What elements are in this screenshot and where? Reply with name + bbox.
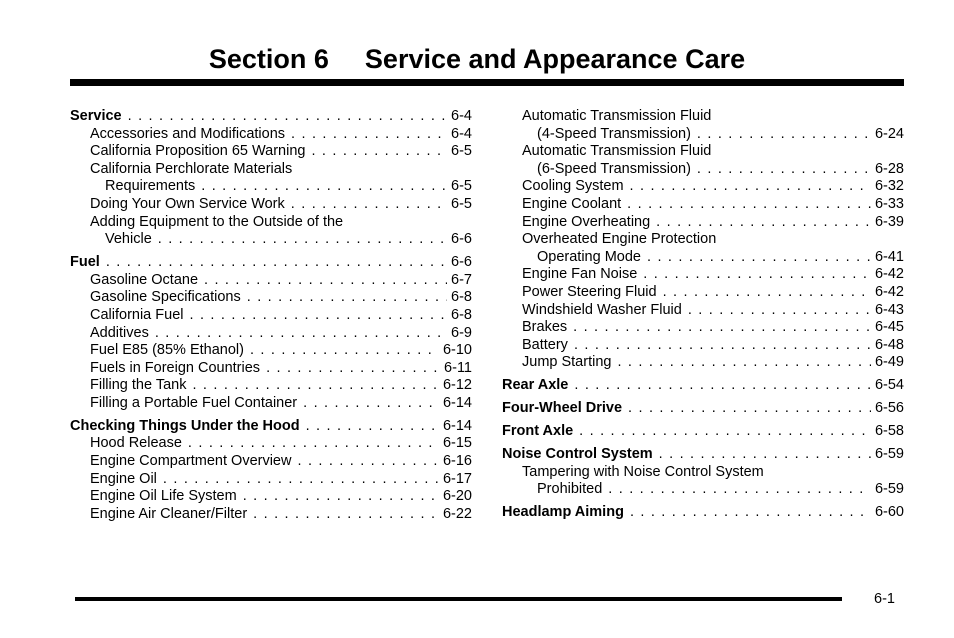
toc-entry[interactable] (70, 395, 472, 413)
toc-entry-label: Tampering with Noise Control System (522, 463, 764, 480)
toc-entry-page: 6-14 (442, 394, 472, 411)
toc-entry[interactable] (70, 289, 472, 307)
dot-leader (579, 423, 871, 441)
toc-entry-page: 6-33 (874, 195, 904, 212)
dot-leader (574, 337, 871, 355)
toc-entry-page: 6-5 (451, 143, 472, 160)
dot-leader (291, 196, 447, 214)
toc-entry-label: Windshield Washer Fluid (522, 301, 682, 318)
toc-entry-label: Front Axle (502, 423, 574, 440)
section-number: Section 6 (208, 44, 329, 74)
dot-leader (630, 178, 871, 196)
dot-leader (659, 446, 871, 464)
toc-entry[interactable] (70, 342, 472, 360)
toc-entry-page: 6-42 (874, 283, 904, 300)
toc-entry[interactable] (70, 196, 472, 214)
toc-entry-label: Four-Wheel Drive (502, 400, 623, 417)
toc-entry-page: 6-43 (874, 301, 904, 318)
footer-rule (75, 597, 842, 601)
toc-entry-label: Checking Things Under the Hood (70, 417, 300, 434)
toc-entry[interactable] (502, 319, 904, 337)
toc-entry[interactable] (70, 178, 472, 196)
toc-entry[interactable] (502, 196, 904, 214)
toc-entry-label: Noise Control System (502, 446, 653, 463)
dot-leader (574, 377, 871, 395)
toc-entry-label: Engine Overheating (522, 213, 651, 230)
toc-entry-page: 6-5 (451, 178, 472, 195)
toc-entry-label: Prohibited (537, 481, 603, 498)
toc-entry-label: Service (70, 108, 122, 124)
toc-entry[interactable] (502, 266, 904, 284)
toc-entry-page: 6-54 (874, 377, 904, 394)
dot-leader (303, 395, 439, 413)
toc-entry-page: 6-5 (451, 195, 472, 212)
toc-entry[interactable] (70, 126, 472, 144)
toc-entry-label: Adding Equipment to the Outside of the (90, 213, 344, 230)
toc-entry[interactable] (502, 337, 904, 355)
dot-leader (663, 284, 871, 302)
dot-leader (243, 488, 439, 506)
dot-leader (253, 506, 439, 524)
toc-entry-page: 6-60 (874, 504, 904, 521)
toc-section-entry[interactable] (502, 504, 904, 522)
toc-entry[interactable] (502, 354, 904, 372)
dot-leader (627, 196, 871, 214)
toc-entry[interactable] (70, 360, 472, 378)
toc-entry-page: 6-32 (874, 178, 904, 195)
toc-entry-page: 6-39 (874, 213, 904, 230)
toc-entry-label: Hood Release (90, 435, 182, 452)
toc-entry-page: 6-6 (451, 254, 472, 271)
toc-entry[interactable] (502, 108, 904, 126)
dot-leader (128, 108, 447, 126)
toc-entry-page: 6-8 (451, 306, 472, 323)
toc-entry[interactable] (502, 161, 904, 179)
toc-entry-label: Accessories and Modifications (90, 125, 286, 142)
toc-entry-page: 6-28 (874, 160, 904, 177)
toc-entry[interactable] (70, 471, 472, 489)
dot-leader (630, 504, 871, 522)
toc-entry-page: 6-10 (442, 342, 472, 359)
toc-entry[interactable] (70, 325, 472, 343)
toc-entry-page: 6-22 (442, 505, 472, 522)
toc-entry-label: Power Steering Fluid (522, 283, 657, 300)
toc-entry-label: (6-Speed Transmission) (537, 160, 691, 177)
toc-entry[interactable] (70, 272, 472, 290)
dot-leader (297, 453, 438, 471)
toc-entry-label: Fuels in Foreign Countries (90, 359, 261, 376)
dot-leader (155, 325, 447, 343)
toc-entry-page: 6-11 (444, 359, 472, 376)
toc-entry-page: 6-45 (874, 319, 904, 336)
toc-column-right (502, 108, 904, 522)
header-rule (70, 79, 904, 86)
toc-entry-label: Headlamp Aiming (502, 504, 624, 521)
toc-entry-page: 6-14 (442, 417, 472, 434)
toc-entry-page: 6-58 (874, 423, 904, 440)
toc-entry-page: 6-59 (874, 481, 904, 498)
toc-entry-page: 6-17 (442, 470, 472, 487)
toc-entry-page: 6-4 (451, 125, 472, 142)
toc-entry-label: Rear Axle (502, 377, 569, 394)
toc-section-entry[interactable] (502, 400, 904, 418)
dot-leader (643, 266, 871, 284)
toc-entry-label: Additives (90, 324, 149, 341)
dot-leader (247, 289, 447, 307)
toc-entry-page: 6-7 (451, 271, 472, 288)
toc-entry[interactable] (502, 302, 904, 320)
toc-entry-label: California Fuel (90, 306, 184, 323)
toc-entry[interactable] (502, 231, 904, 249)
toc-section-entry[interactable] (502, 446, 904, 464)
toc-entry-page: 6-4 (451, 108, 472, 124)
toc-entry[interactable] (70, 435, 472, 453)
toc-entry-label: Vehicle (105, 231, 152, 248)
toc-entry-label: Automatic Transmission Fluid (522, 108, 712, 124)
dot-leader (628, 400, 871, 418)
toc-entry-page: 6-56 (874, 400, 904, 417)
toc-entry-label: Fuel (70, 254, 100, 271)
dot-leader (573, 319, 871, 337)
toc-entry-label: Overheated Engine Protection (522, 231, 717, 248)
toc-section-entry[interactable] (70, 108, 472, 126)
section-title: Service and Appearance Care (364, 44, 746, 74)
dot-leader (192, 377, 439, 395)
toc-entry-label: Engine Fan Noise (522, 266, 638, 283)
toc-entry-label: Filling a Portable Fuel Container (90, 394, 298, 411)
toc-entry[interactable] (70, 506, 472, 524)
toc-entry-page: 6-6 (451, 231, 472, 248)
toc-entry[interactable] (70, 214, 472, 232)
toc-entry[interactable] (70, 488, 472, 506)
toc-entry-label: California Proposition 65 Warning (90, 143, 306, 160)
toc-entry-page: 6-59 (874, 446, 904, 463)
dot-leader (656, 214, 871, 232)
toc-entry-label: Fuel E85 (85% Ethanol) (90, 342, 244, 359)
toc-entry[interactable] (502, 126, 904, 144)
toc-entry-label: Engine Compartment Overview (90, 453, 292, 470)
dot-leader (106, 254, 447, 272)
toc-entry[interactable] (502, 143, 904, 161)
toc-entry-page: 6-16 (442, 453, 472, 470)
toc-entry-page: 6-20 (442, 488, 472, 505)
toc-entry-page: 6-12 (442, 377, 472, 394)
toc-entry-label: Brakes (522, 319, 568, 336)
toc-entry[interactable] (70, 453, 472, 471)
dot-leader (163, 471, 439, 489)
toc-entry[interactable] (70, 231, 472, 249)
toc-entry-label: Battery (522, 336, 568, 353)
dot-leader (306, 418, 439, 436)
toc-entry-page: 6-24 (874, 125, 904, 142)
toc-entry-label: (4-Speed Transmission) (537, 125, 691, 142)
toc-entry-page: 6-15 (442, 435, 472, 452)
toc-entry-page: 6-8 (451, 289, 472, 306)
toc-entry[interactable] (70, 377, 472, 395)
toc-section-entry[interactable] (70, 254, 472, 272)
dot-leader (697, 126, 871, 144)
dot-leader (608, 481, 871, 499)
page-number: 6-1 (874, 591, 895, 607)
dot-leader (266, 360, 440, 378)
toc-entry[interactable] (70, 307, 472, 325)
toc-section-entry[interactable] (70, 418, 472, 436)
dot-leader (291, 126, 447, 144)
dot-leader (311, 143, 447, 161)
toc-entry-page: 6-49 (874, 354, 904, 371)
toc-entry[interactable] (502, 178, 904, 196)
dot-leader (688, 302, 871, 320)
dot-leader (250, 342, 439, 360)
dot-leader (201, 178, 447, 196)
toc-entry[interactable] (502, 249, 904, 267)
toc-column-left (70, 108, 472, 523)
toc-entry-label: Filling the Tank (90, 377, 187, 394)
toc-entry-label: Automatic Transmission Fluid (522, 143, 712, 160)
toc-entry-label: Doing Your Own Service Work (90, 195, 285, 212)
toc-entry[interactable] (502, 284, 904, 302)
toc-entry[interactable] (502, 481, 904, 499)
toc-entry-page: 6-42 (874, 266, 904, 283)
toc-entry[interactable] (502, 464, 904, 482)
toc-entry-label: Engine Coolant (522, 195, 622, 212)
toc-entry-label: Engine Oil Life System (90, 488, 237, 505)
toc-entry-page: 6-48 (874, 336, 904, 353)
toc-section-entry[interactable] (502, 377, 904, 395)
toc-entry-label: Cooling System (522, 178, 624, 195)
toc-entry-label: Jump Starting (522, 354, 612, 371)
toc-entry-label: California Perchlorate Materials (90, 160, 293, 177)
toc-entry-label: Requirements (105, 178, 196, 195)
toc-section-entry[interactable] (502, 423, 904, 441)
toc-entry-label: Engine Air Cleaner/Filter (90, 505, 248, 522)
dot-leader (204, 272, 447, 290)
toc-entry-label: Operating Mode (537, 248, 641, 265)
toc-entry[interactable] (502, 214, 904, 232)
toc-entry-page: 6-41 (874, 248, 904, 265)
toc-entry-label: Gasoline Octane (90, 271, 199, 288)
toc-entry-label: Gasoline Specifications (90, 289, 241, 306)
toc-entry[interactable] (70, 143, 472, 161)
dot-leader (190, 307, 448, 325)
toc-entry[interactable] (70, 161, 472, 179)
dot-leader (617, 354, 871, 372)
toc-entry-label: Engine Oil (90, 470, 157, 487)
page-title (0, 42, 954, 76)
toc-entry-page: 6-9 (451, 324, 472, 341)
dot-leader (697, 161, 871, 179)
dot-leader (647, 249, 871, 267)
dot-leader (158, 231, 447, 249)
dot-leader (188, 435, 439, 453)
